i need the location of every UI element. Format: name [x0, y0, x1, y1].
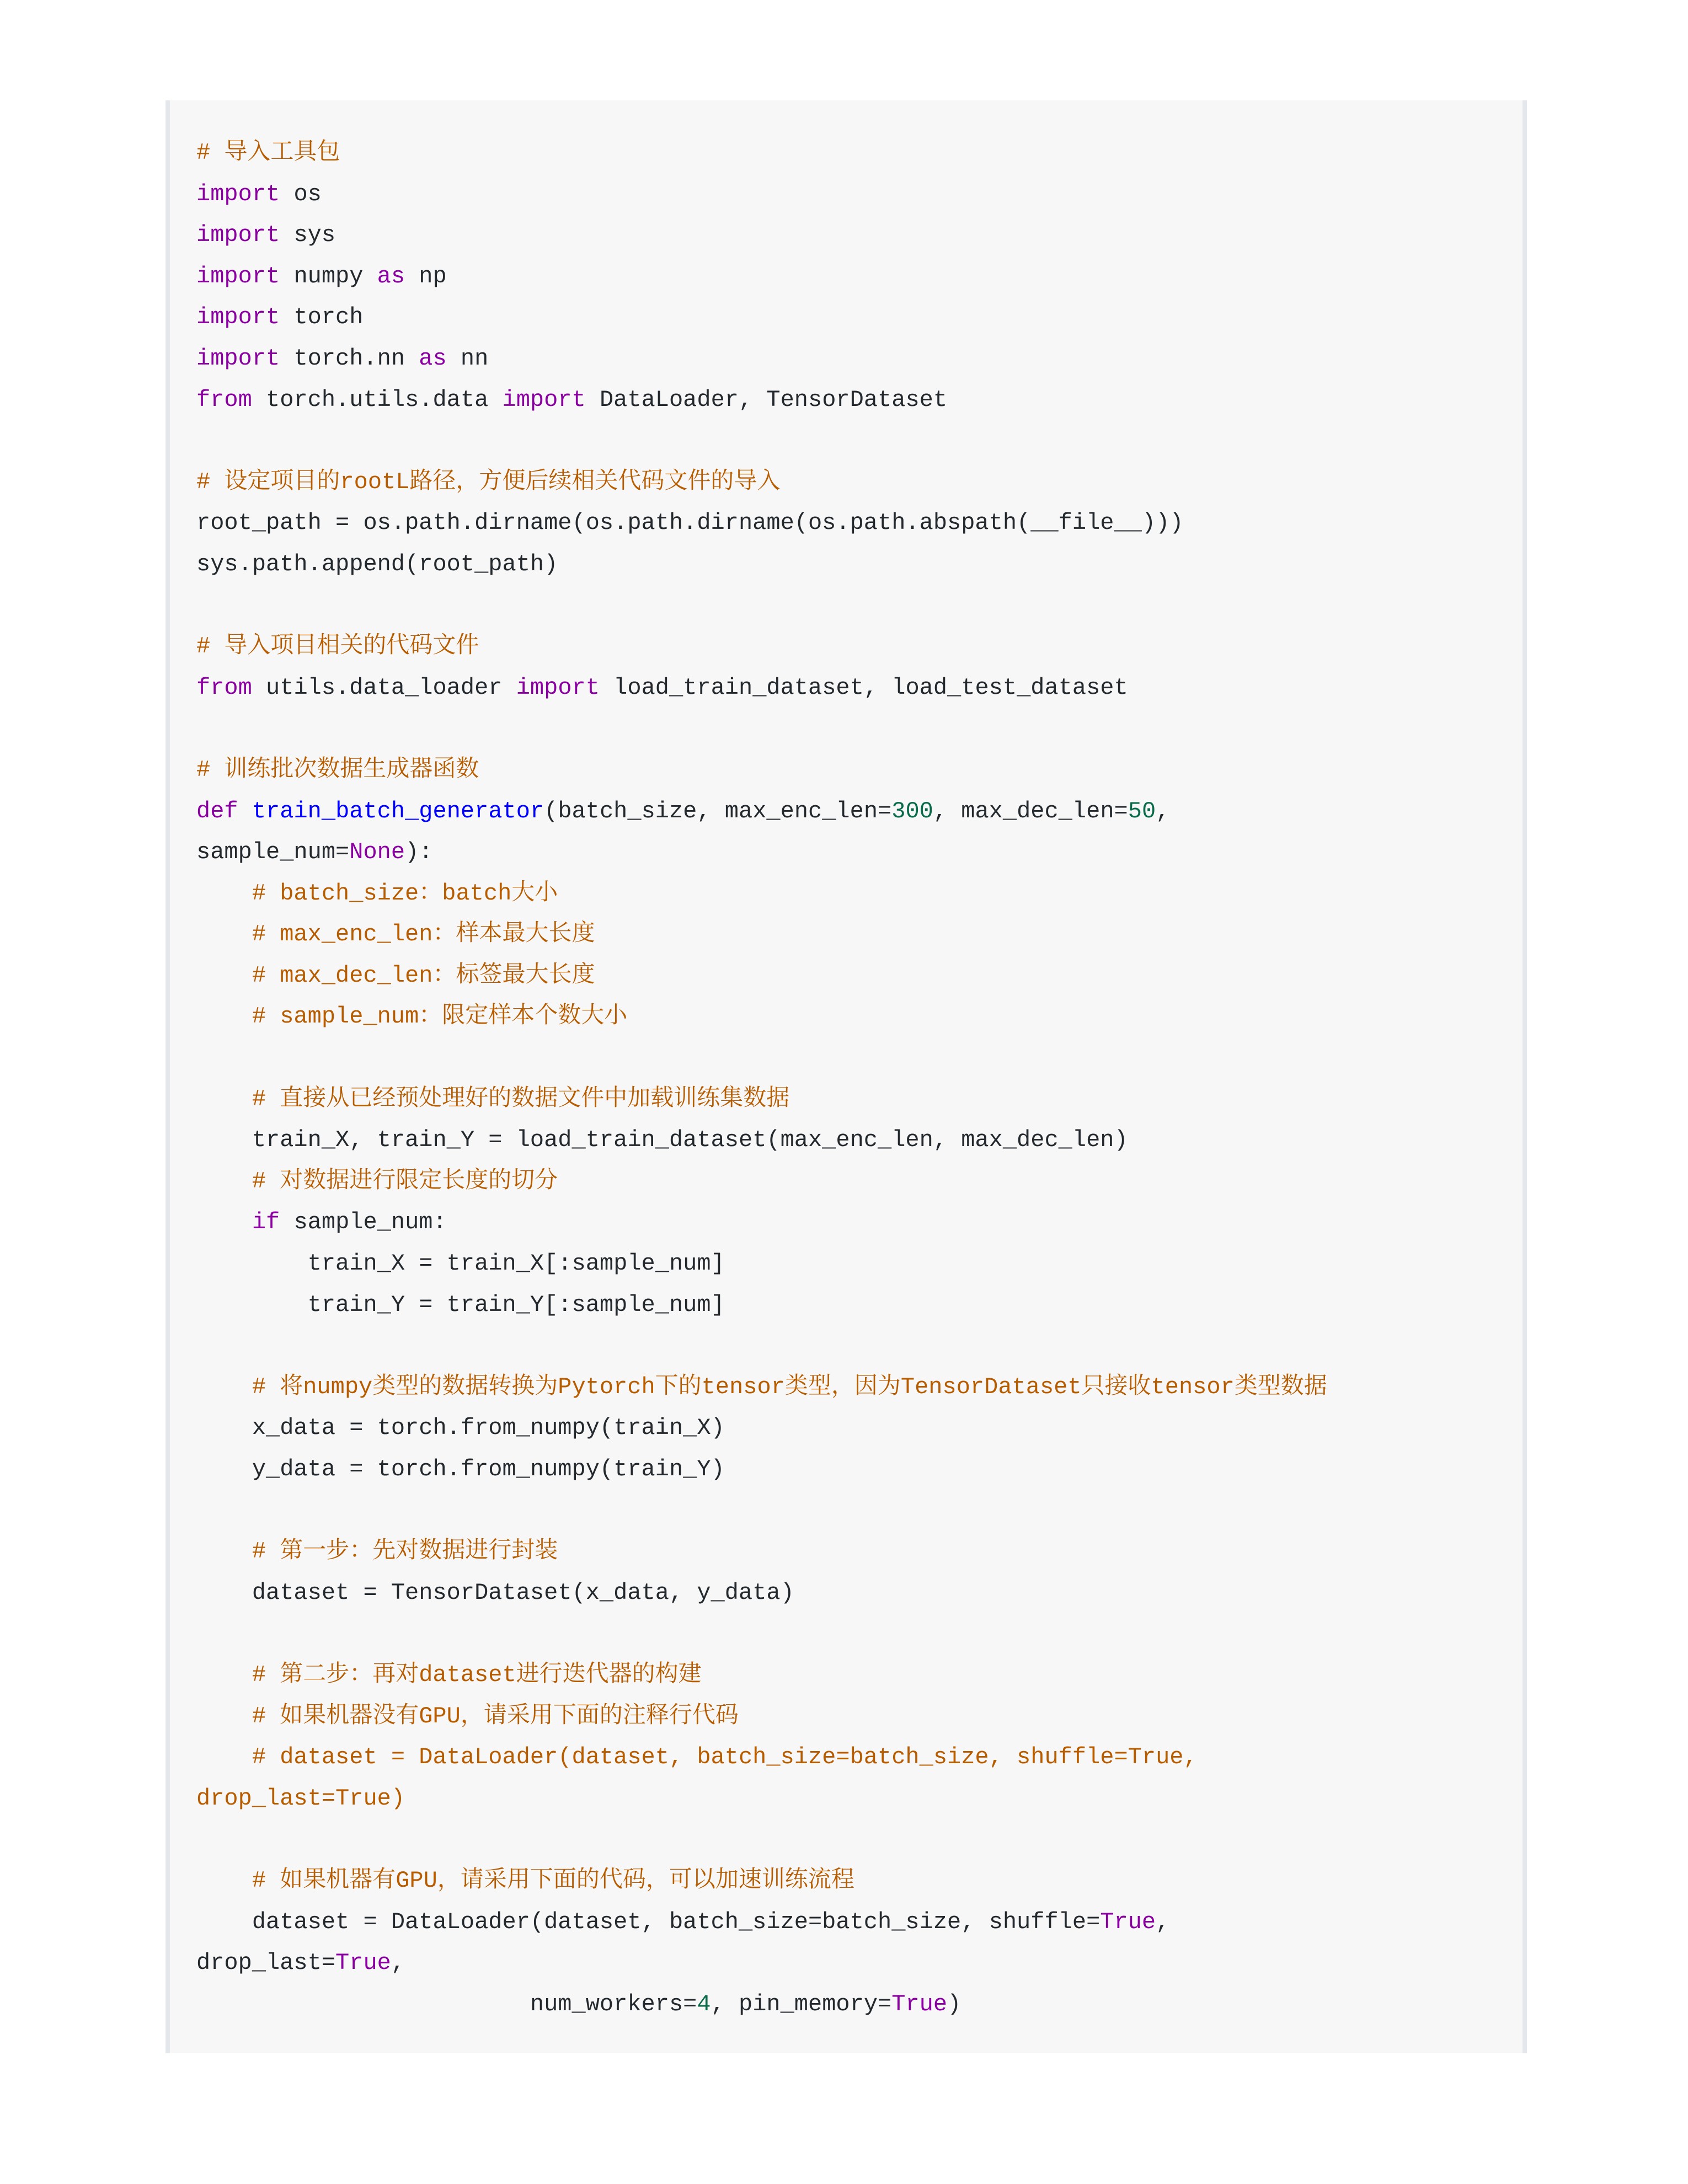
code-line-blank [170, 1613, 1523, 1655]
code-token-plain: torch [280, 304, 364, 331]
code-token-kw: def [196, 797, 238, 825]
code-token-plain: load_train_dataset, load_test_dataset [599, 674, 1128, 701]
code-token-comment: # dataset = DataLoader(dataset, batch_size=batch_size, shuffle=True, [196, 1744, 1198, 1771]
code-line-blank [170, 585, 1523, 627]
code-line-blank [170, 708, 1523, 750]
code-line [170, 873, 1523, 914]
code-line [170, 132, 1523, 174]
code-line-blank [170, 1490, 1523, 1532]
code-token-comment: # sample_num：限定样本个数大小 [196, 1003, 628, 1030]
code-token-comment: # max_enc_len：样本最大长度 [196, 921, 595, 948]
code-line-blank [170, 420, 1523, 462]
code-token-plain: x_data = torch.from_numpy(train_X) [196, 1415, 725, 1442]
code-token-plain: , [1156, 1908, 1170, 1935]
code-block [165, 100, 1527, 2053]
code-line [170, 914, 1523, 955]
code-line [170, 791, 1523, 832]
code-line [170, 462, 1523, 503]
code-token-plain: torch.utils.data [252, 386, 503, 413]
code-token-plain [196, 1209, 252, 1235]
code-line [170, 750, 1523, 791]
code-line-blank [170, 1819, 1523, 1860]
code-line [170, 955, 1523, 997]
code-token-kw: import [196, 180, 280, 207]
code-token-plain: sys [280, 222, 336, 249]
code-token-plain: , max_dec_len= [933, 797, 1128, 825]
code-token-plain: (batch_size, max_enc_len= [544, 797, 892, 825]
code-token-fn: train_batch_generator [252, 797, 544, 825]
code-line [170, 338, 1523, 379]
code-line [170, 1902, 1523, 1943]
code-line [170, 1202, 1523, 1243]
code-token-comment: # 第一步：先对数据进行封装 [196, 1538, 558, 1565]
code-token-plain: sample_num: [280, 1209, 447, 1236]
code-token-kw: True [335, 1950, 391, 1977]
code-token-plain: y_data = torch.from_numpy(train_Y) [196, 1456, 725, 1482]
code-line [170, 379, 1523, 421]
code-token-kw: True [1100, 1908, 1156, 1935]
code-token-plain: numpy [280, 263, 377, 290]
code-line [170, 1161, 1523, 1202]
code-token-comment: # 训练批次数据生成器函数 [196, 756, 479, 783]
code-line [170, 996, 1523, 1037]
code-token-comment: # 导入工具包 [196, 140, 340, 166]
code-token-comment: # max_dec_len：标签最大长度 [196, 962, 595, 989]
code-token-kw: as [419, 345, 447, 372]
code-token-plain: , [391, 1950, 405, 1977]
code-token-plain: ) [947, 1990, 961, 2017]
code-token-plain: np [405, 263, 447, 290]
code-token-kw: True [891, 1990, 948, 2017]
code-token-kw: from [196, 674, 252, 701]
code-line [170, 1367, 1523, 1408]
code-line [170, 544, 1523, 585]
code-token-plain: torch.nn [280, 345, 419, 372]
code-line [170, 1655, 1523, 1696]
code-token-plain: utils.data_loader [252, 674, 516, 701]
code-line [170, 1984, 1523, 2025]
code-token-plain: DataLoader, TensorDataset [585, 386, 948, 413]
code-line [170, 1284, 1523, 1326]
code-token-comment: # batch_size：batch大小 [196, 880, 558, 907]
code-token-kw: import [502, 386, 586, 413]
code-line [170, 1449, 1523, 1490]
code-token-comment: # 直接从已经预处理好的数据文件中加载训练集数据 [196, 1085, 790, 1112]
code-token-plain: ): [405, 839, 433, 866]
code-token-plain: drop_last= [196, 1950, 336, 1977]
code-token-comment: # 如果机器没有GPU，请采用下面的注释行代码 [196, 1703, 739, 1730]
code-line [170, 297, 1523, 338]
code-token-plain: nn [446, 345, 489, 372]
code-token-plain: num_workers= [196, 1990, 697, 2017]
code-token-num: 4 [697, 1990, 711, 2017]
code-line [170, 174, 1523, 215]
code-token-kw: import [516, 674, 600, 701]
code-token-kw: import [196, 304, 280, 331]
code-token-num: 300 [891, 797, 933, 825]
code-line [170, 1942, 1523, 1984]
code-line [170, 215, 1523, 256]
code-token-plain: , [1156, 797, 1170, 825]
code-line [170, 256, 1523, 297]
code-line [170, 1737, 1523, 1778]
code-token-kw: if [252, 1209, 280, 1236]
code-line [170, 1243, 1523, 1284]
code-line [170, 1778, 1523, 1819]
code-token-kw: None [349, 839, 405, 866]
code-lines-container [170, 132, 1523, 2025]
code-token-comment: # 对数据进行限定长度的切分 [196, 1168, 558, 1195]
code-token-comment: drop_last=True) [196, 1785, 405, 1812]
code-line [170, 626, 1523, 667]
code-token-plain: os [280, 180, 322, 207]
code-token-kw: import [196, 263, 280, 290]
code-line [170, 1531, 1523, 1572]
code-token-plain: train_Y = train_Y[:sample_num] [196, 1291, 725, 1318]
code-line [170, 1572, 1523, 1614]
code-line [170, 1696, 1523, 1737]
code-token-comment: # 第二步：再对dataset进行迭代器的构建 [196, 1661, 702, 1688]
code-line [170, 667, 1523, 709]
code-token-comment: # 导入项目相关的代码文件 [196, 633, 479, 660]
code-token-plain: sample_num= [196, 839, 350, 866]
code-token-plain: dataset = TensorDataset(x_data, y_data) [196, 1579, 794, 1606]
code-line [170, 1860, 1523, 1902]
code-token-comment: # 设定项目的rootL路径，方便后续相关代码文件的导入 [196, 468, 781, 495]
code-token-num: 50 [1128, 797, 1156, 825]
code-token-plain: , pin_memory= [711, 1990, 892, 2017]
code-token-kw: import [196, 222, 280, 249]
code-line [170, 1079, 1523, 1120]
code-line-blank [170, 1325, 1523, 1367]
code-token-kw: as [377, 263, 405, 290]
code-line [170, 1120, 1523, 1161]
code-token-plain: train_X = train_X[:sample_num] [196, 1250, 725, 1277]
code-token-plain [238, 798, 252, 825]
code-token-kw: from [196, 386, 252, 413]
code-line [170, 1407, 1523, 1449]
code-line [170, 832, 1523, 873]
code-token-kw: import [196, 345, 280, 372]
code-token-comment: # 如果机器有GPU，请采用下面的代码，可以加速训练流程 [196, 1867, 854, 1894]
code-token-plain: dataset = DataLoader(dataset, batch_size=batch_size, shuffle= [196, 1908, 1101, 1935]
code-line-blank [170, 1037, 1523, 1079]
code-line [170, 502, 1523, 544]
code-token-plain: sys.path.append(root_path) [196, 550, 558, 577]
code-token-plain: root_path = os.path.dirname(os.path.dirname(os.path.abspath(__file__))) [196, 510, 1184, 537]
code-token-plain: train_X, train_Y = load_train_dataset(max_enc_len, max_dec_len) [196, 1127, 1128, 1154]
code-token-comment: # 将numpy类型的数据转换为Pytorch下的tensor类型，因为TensorDataset只接收tensor类型数据 [196, 1373, 1327, 1400]
